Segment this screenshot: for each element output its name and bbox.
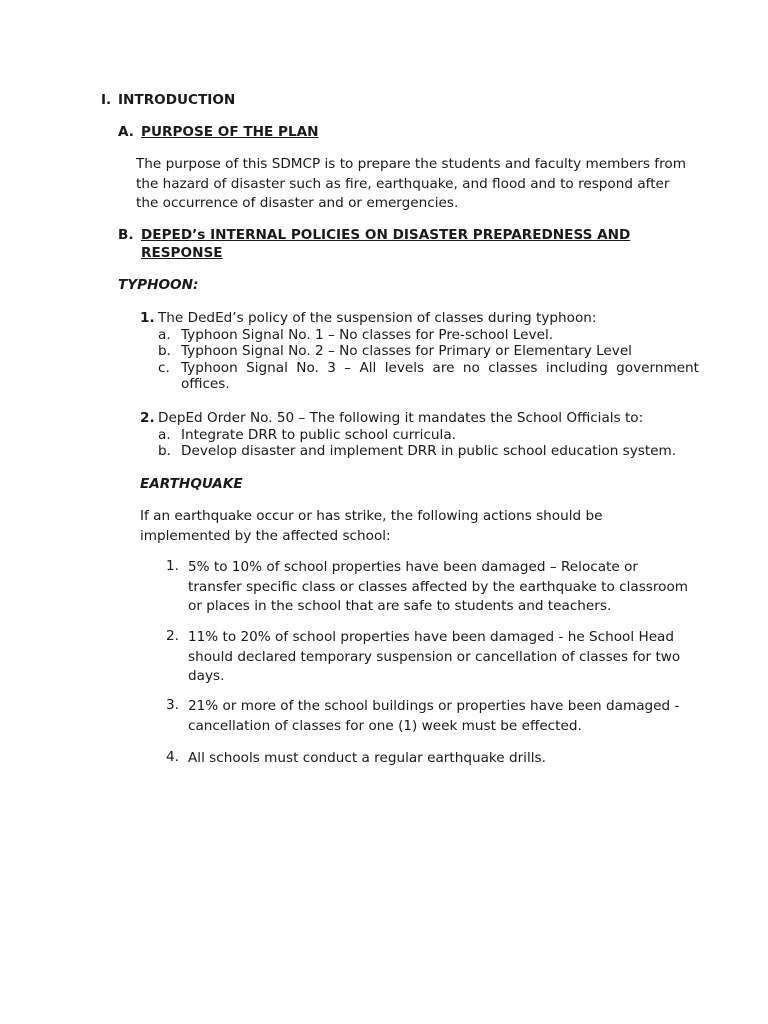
earthquake-item-line: days. xyxy=(188,668,225,684)
earthquake-intro-line: If an earthquake occur or has strike, the following actions should be xyxy=(140,508,603,524)
earthquake-intro xyxy=(140,507,602,546)
earthquake-item-line: transfer specific class or classes affected by the earthquake to classroom xyxy=(188,578,689,595)
intro-heading: INTRODUCTION xyxy=(118,92,236,108)
typhoon2-sub-b-letter: b. xyxy=(158,443,171,459)
section-b-letter: B. xyxy=(118,227,134,243)
typhoon-sub-b-text: Typhoon Signal No. 2 – No classes for Primary or Elementary Level xyxy=(181,343,632,359)
typhoon-item2-num: 2. xyxy=(140,410,155,426)
earthquake-item3-num: 3. xyxy=(166,697,179,713)
earthquake-item-line: or places in the school that are safe to students and teachers. xyxy=(188,598,612,614)
earthquake-item2-text xyxy=(188,628,680,687)
earthquake-item-line: 5% to 10% of school properties have been damaged – Relocate or xyxy=(188,559,638,575)
earthquake-item-line: 11% to 20% of school properties have been damaged - he School Head xyxy=(188,629,675,645)
typhoon-sub-c-text: Typhoon Signal No. 3 – All levels are no classes including government xyxy=(181,360,699,376)
typhoon2-sub-a-letter: a. xyxy=(158,427,171,443)
typhoon-item1-num: 1. xyxy=(140,310,155,326)
earthquake-item1-num: 1. xyxy=(166,558,179,574)
typhoon-sub-c-cont: offices. xyxy=(181,376,230,392)
section-a-title: PURPOSE OF THE PLAN xyxy=(141,124,319,140)
section-a-letter: A. xyxy=(118,124,134,140)
typhoon-sub-a-letter: a. xyxy=(158,327,171,343)
earthquake-item-line: 21% or more of the school buildings or properties have been damaged - xyxy=(188,698,680,714)
section-b-title-line1: DEPED’s INTERNAL POLICIES ON DISASTER PREPAREDNESS AND xyxy=(141,227,631,243)
earthquake-item1-text xyxy=(188,558,688,617)
typhoon-sub-b-letter: b. xyxy=(158,343,171,359)
typhoon-sub-a-text: Typhoon Signal No. 1 – No classes for Pre-school Level. xyxy=(181,327,554,343)
typhoon2-sub-b-text: Develop disaster and implement DRR in public school education system. xyxy=(181,443,677,459)
typhoon2-sub-a-text: Integrate DRR to public school curricula. xyxy=(181,427,456,443)
purpose-line: the hazard of disaster such as fire, earthquake, and flood and to respond after xyxy=(136,175,670,192)
typhoon-sub-c-letter: c. xyxy=(158,360,170,376)
earthquake-item4-num: 4. xyxy=(166,749,179,765)
earthquake-item-line: should declared temporary suspension or cancellation of classes for two xyxy=(188,648,681,665)
section-number-intro: I. xyxy=(101,92,112,108)
earthquake-item3-text xyxy=(188,697,679,736)
purpose-paragraph xyxy=(136,155,686,214)
earthquake-item4-text xyxy=(188,749,546,769)
typhoon-heading: TYPHOON: xyxy=(118,277,199,293)
earthquake-item-line: cancellation of classes for one (1) week must be effected. xyxy=(188,717,582,734)
purpose-line: The purpose of this SDMCP is to prepare the students and faculty members from xyxy=(136,156,686,172)
earthquake-item2-num: 2. xyxy=(166,628,179,644)
purpose-line: the occurrence of disaster and or emergencies. xyxy=(136,195,459,211)
typhoon-item1-text: The DedEd’s policy of the suspension of classes during typhoon: xyxy=(158,310,597,326)
earthquake-heading: EARTHQUAKE xyxy=(140,476,243,492)
earthquake-intro-line: implemented by the affected school: xyxy=(140,527,391,544)
typhoon-item2-text: DepEd Order No. 50 – The following it mandates the School Officials to: xyxy=(158,410,644,426)
earthquake-item-line: All schools must conduct a regular earthquake drills. xyxy=(188,750,546,766)
section-b-title-line2: RESPONSE xyxy=(141,245,223,261)
